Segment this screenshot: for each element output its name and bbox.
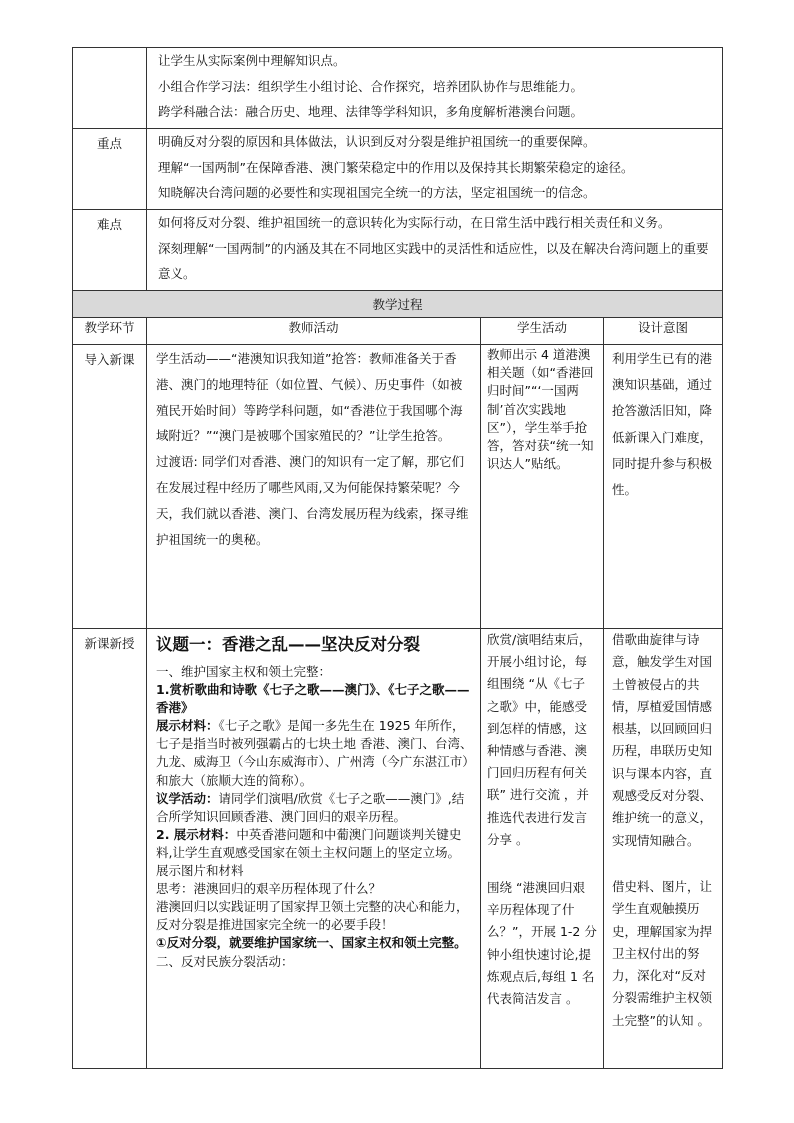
key-point-line: 明确反对分裂的原因和具体做法，认识到反对分裂是维护祖国统一的重要保障。 bbox=[158, 134, 596, 149]
difficult-points-row bbox=[73, 210, 723, 291]
key-point-line: 知晓解决台湾问题的必要性和实现祖国完全统一的方法，坚定祖国统一的信念。 bbox=[158, 185, 596, 200]
material2-text: 中英香港问题和中葡澳门问题谈判关键史料,让学生直观感受国家在领土主权问题上的坚定立场。 bbox=[156, 826, 462, 860]
intro-stage-label: 导入新课 bbox=[73, 345, 147, 629]
header-teacher: 教师活动 bbox=[147, 318, 481, 345]
new-lesson-design-intent bbox=[604, 629, 723, 1069]
new-lesson-teacher-activity bbox=[147, 629, 481, 1069]
difficult-point-line: 如何将反对分裂、维护祖国统一的意识转化为实际行动，在日常生活中践行相关责任和义务。 bbox=[158, 215, 671, 230]
student-paragraph: 围绕 “港澳回归艰辛历程体现了什么？”，开展 1-2 分钟小组快速讨论,提炼观点后,每组 1 名代表简洁发言 。 bbox=[487, 880, 597, 1007]
intro-teacher-activity bbox=[147, 345, 481, 629]
methods-line: 让学生从实际案例中理解知识点。 bbox=[158, 53, 346, 68]
header-student: 学生活动 bbox=[481, 318, 604, 345]
intro-design-intent: 利用学生已有的港澳知识基础，通过抢答激活旧知，降低新课入门难度，同时提升参与积极性。 bbox=[604, 345, 723, 629]
intro-teacher-paragraph: 过渡语: 同学们对香港、澳门的知识有一定了解，那它们在发展过程中经历了哪些风雨,又为何能保持繁荣呢？今天，我们就以香港、澳门、台湾发展历程为线索，探寻维护祖国统一的奥秘。 bbox=[156, 454, 469, 547]
methods-row bbox=[73, 48, 723, 129]
material2-label: 2. 展示材料： bbox=[156, 826, 237, 842]
difficult-point-line: 深刻理解“一国两制”的内涵及其在不同地区实践中的灵活性和适应性，以及在解决台湾问题上的重要意义。 bbox=[158, 240, 709, 281]
difficult-points-content bbox=[147, 210, 723, 291]
key-point-line: 理解“一国两制”在保障香港、澳门繁荣稳定中的作用以及保持其长期繁荣稳定的途径。 bbox=[158, 159, 634, 175]
difficult-points-label: 难点 bbox=[73, 210, 147, 291]
material-paragraph bbox=[156, 717, 474, 789]
new-lesson-student-activity bbox=[481, 629, 604, 1069]
show-materials-line: 展示图片和材料 bbox=[156, 863, 244, 879]
subsection-heading: 1.赏析歌曲和诗歌《七子之歌——澳门》、《七子之歌——香港》 bbox=[156, 682, 470, 716]
material-text: 《七子之歌》是闻一多先生在 1925 年所作，七子是指当时被列强霸占的七块土地 香港、澳门、台湾、九龙、威海卫（今山东威海市）、广州湾（今广东湛江市）和旅大（旅顺大连的简称）。 bbox=[156, 718, 473, 788]
process-banner: 教学过程 bbox=[73, 291, 723, 318]
think-question: 思考：港澳回归的艰辛历程体现了什么？ bbox=[156, 881, 382, 897]
material-label: 展示材料： bbox=[156, 718, 219, 734]
intro-teacher-paragraph: 学生活动——“港澳知识我知道”抢答：教师准备关于香港、澳门的地理特征（如位置、气候）、历史事件（如被殖民开始时间）等跨学科问题，如“香港位于我国哪个海域附近？”“澳门是被哪个国家殖民的？”让学生抢答。 bbox=[156, 351, 463, 444]
process-banner-row bbox=[73, 291, 723, 318]
design-paragraph: 借歌曲旋律与诗意，触发学生对国土曾被侵占的共情，厚植爱国情感根基，以回顾回归历程，串联历史知识与课本内容，直观感受反对分裂、维护统一的意义，实现情知融合。 bbox=[612, 632, 713, 848]
lesson-plan-table bbox=[72, 47, 723, 1069]
methods-line: 跨学科融合法：融合历史、地理、法律等学科知识，多角度解析港澳台问题。 bbox=[158, 104, 584, 119]
key-points-label: 重点 bbox=[73, 129, 147, 210]
answer-paragraph: 港澳回归以实践证明了国家捍卫领土完整的决心和能力，反对分裂是推进国家完全统一的必要手段！ bbox=[156, 899, 469, 933]
methods-line: 小组合作学习法：组织学生小组讨论、合作探究，培养团队协作与思维能力。 bbox=[158, 78, 584, 94]
material2-paragraph bbox=[156, 826, 474, 862]
intro-student-activity bbox=[481, 345, 604, 629]
key-points-content bbox=[147, 129, 723, 210]
methods-label-cell bbox=[73, 48, 147, 129]
activity-paragraph bbox=[156, 790, 474, 826]
section-heading: 一、维护国家主权和领土完整： bbox=[156, 664, 332, 679]
intro-row bbox=[73, 345, 723, 629]
student-paragraph: 欣赏/演唱结束后，开展小组讨论，每组围绕 “从《七子之歌》中，能感受到怎样的情感，这种情感与香港、澳门回归历程有何关联” 进行交流 ，并推选代表进行发言分享 。 bbox=[487, 632, 592, 847]
section2-heading: 二、反对民族分裂活动： bbox=[156, 953, 294, 969]
header-stage: 教学环节 bbox=[73, 318, 147, 345]
new-lesson-stage-label: 新课新授 bbox=[73, 629, 147, 1069]
topic-heading: 议题一：香港之乱——坚决反对分裂 bbox=[156, 635, 420, 654]
column-header-row bbox=[73, 318, 723, 345]
activity-text: 请同学们演唱/欣赏《七子之歌——澳门》,结合所学知识回顾香港、澳门回归的艰辛历程。 bbox=[156, 790, 465, 824]
design-paragraph: 借史料、图片，让学生直观触摸历史，理解国家为捍卫主权付出的努力，深化对“反对分裂需维护主权领土完整”的认知 。 bbox=[612, 878, 713, 1028]
activity-label: 议学活动： bbox=[156, 790, 219, 806]
conclusion-bold: ①反对分裂，就要维护国家统一、国家主权和领土完整。 bbox=[156, 935, 467, 951]
header-design: 设计意图 bbox=[604, 318, 723, 345]
methods-content bbox=[147, 48, 723, 129]
key-points-row bbox=[73, 129, 723, 210]
new-lesson-row bbox=[73, 629, 723, 1069]
intro-student-text: 教师出示 4 道港澳相关题（如“香港回归时间”“‘一国两制’首次实践地区”），学生举手抢答，答对获“统一知识达人”贴纸。 bbox=[487, 347, 594, 472]
